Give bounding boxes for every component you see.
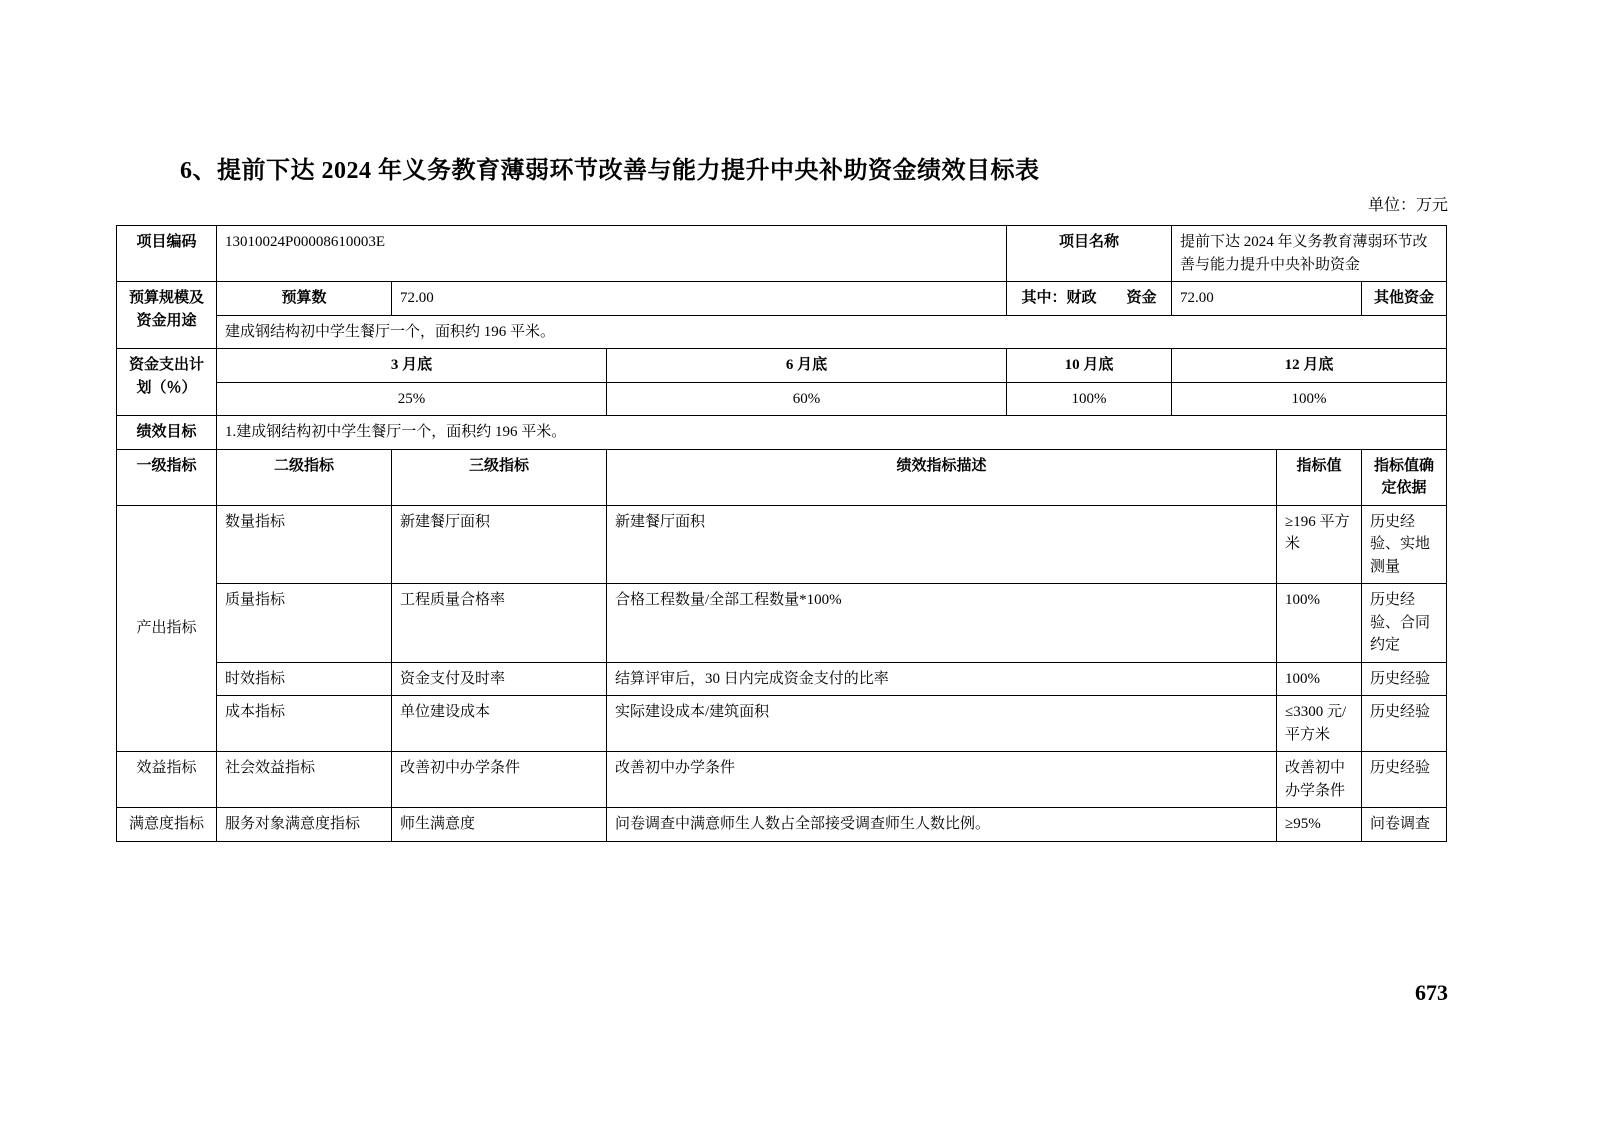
- spend-value-1: 25%: [217, 382, 607, 416]
- cell-level3: 工程质量合格率: [392, 584, 607, 663]
- project-name-value: 提前下达 2024 年义务教育薄弱环节改善与能力提升中央补助资金: [1172, 226, 1447, 282]
- cell-level1: 满意度指标: [117, 808, 217, 842]
- cell-level2: 数量指标: [217, 505, 392, 584]
- table-header-row: [117, 449, 1447, 505]
- performance-goal-value: 1.建成钢结构初中学生餐厅一个，面积约 196 平米。: [217, 416, 1447, 450]
- other-funds-label: 其他资金: [1362, 282, 1447, 316]
- cell-level3: 资金支付及时率: [392, 662, 607, 696]
- cell-level2: 成本指标: [217, 696, 392, 752]
- cell-description: 实际建设成本/建筑面积: [607, 696, 1277, 752]
- header-value: 指标值: [1277, 449, 1362, 505]
- cell-level2: 时效指标: [217, 662, 392, 696]
- cell-description: 问卷调查中满意师生人数占全部接受调查师生人数比例。: [607, 808, 1277, 842]
- budget-scope-label: 预算规模及资金用途: [117, 282, 217, 349]
- header-level2: 二级指标: [217, 449, 392, 505]
- cell-basis: 历史经验、合同约定: [1362, 584, 1447, 663]
- table-row: [117, 584, 1447, 663]
- table-row: [117, 349, 1447, 383]
- of-which-fiscal-label: 其中：财政 资金: [1007, 282, 1172, 316]
- cell-level1: 效益指标: [117, 752, 217, 808]
- project-code-value: 13010024P00008610003E: [217, 226, 1007, 282]
- table-row: [117, 416, 1447, 450]
- unit-note: 单位：万元: [1367, 197, 1448, 214]
- cell-level3: 单位建设成本: [392, 696, 607, 752]
- table-row: [117, 752, 1447, 808]
- project-name-label: 项目名称: [1007, 226, 1172, 282]
- table-row: [117, 226, 1447, 282]
- project-code-label: 项目编码: [117, 226, 217, 282]
- cell-description: 新建餐厅面积: [607, 505, 1277, 584]
- header-basis: 指标值确定依据: [1362, 449, 1447, 505]
- table-row: [117, 808, 1447, 842]
- cell-description: 合格工程数量/全部工程数量*100%: [607, 584, 1277, 663]
- cell-level2: 质量指标: [217, 584, 392, 663]
- cell-basis: 历史经验: [1362, 662, 1447, 696]
- header-description: 绩效指标描述: [607, 449, 1277, 505]
- spend-value-2: 60%: [607, 382, 1007, 416]
- fund-use-value: 建成钢结构初中学生餐厅一个，面积约 196 平米。: [217, 315, 1447, 349]
- spend-value-4: 100%: [1172, 382, 1447, 416]
- spend-plan-label: 资金支出计划（％）: [117, 349, 217, 416]
- spend-period-3: 10 月底: [1007, 349, 1172, 383]
- spend-period-4: 12 月底: [1172, 349, 1447, 383]
- cell-value: 100%: [1277, 662, 1362, 696]
- budget-number-value: 72.00: [392, 282, 1007, 316]
- cell-level3: 师生满意度: [392, 808, 607, 842]
- header-level3: 三级指标: [392, 449, 607, 505]
- cell-level3: 改善初中办学条件: [392, 752, 607, 808]
- cell-level1: 产出指标: [117, 505, 217, 752]
- page-title: 6、提前下达 2024 年义务教育薄弱环节改善与能力提升中央补助资金绩效目标表: [180, 158, 1040, 184]
- table-row: [117, 382, 1447, 416]
- cell-value: ≥95%: [1277, 808, 1362, 842]
- table-row: [117, 696, 1447, 752]
- table-row: [117, 282, 1447, 316]
- cell-basis: 历史经验、实地测量: [1362, 505, 1447, 584]
- cell-level3: 新建餐厅面积: [392, 505, 607, 584]
- cell-description: 改善初中办学条件: [607, 752, 1277, 808]
- spend-period-1: 3 月底: [217, 349, 607, 383]
- cell-level2: 服务对象满意度指标: [217, 808, 392, 842]
- cell-basis: 问卷调查: [1362, 808, 1447, 842]
- cell-value: 改善初中办学条件: [1277, 752, 1362, 808]
- budget-number-label: 预算数: [217, 282, 392, 316]
- of-which-fiscal-value: 72.00: [1172, 282, 1362, 316]
- cell-basis: 历史经验: [1362, 752, 1447, 808]
- spend-value-3: 100%: [1007, 382, 1172, 416]
- page-number: 673: [1415, 980, 1448, 1005]
- cell-value: 100%: [1277, 584, 1362, 663]
- table-row: [117, 505, 1447, 584]
- header-level1: 一级指标: [117, 449, 217, 505]
- cell-basis: 历史经验: [1362, 696, 1447, 752]
- spend-period-2: 6 月底: [607, 349, 1007, 383]
- cell-level2: 社会效益指标: [217, 752, 392, 808]
- cell-value: ≥196 平方米: [1277, 505, 1362, 584]
- performance-target-table: [116, 225, 1447, 842]
- performance-goal-label: 绩效目标: [117, 416, 217, 450]
- cell-description: 结算评审后，30 日内完成资金支付的比率: [607, 662, 1277, 696]
- table-row: [117, 662, 1447, 696]
- cell-value: ≤3300 元/平方米: [1277, 696, 1362, 752]
- table-row: [117, 315, 1447, 349]
